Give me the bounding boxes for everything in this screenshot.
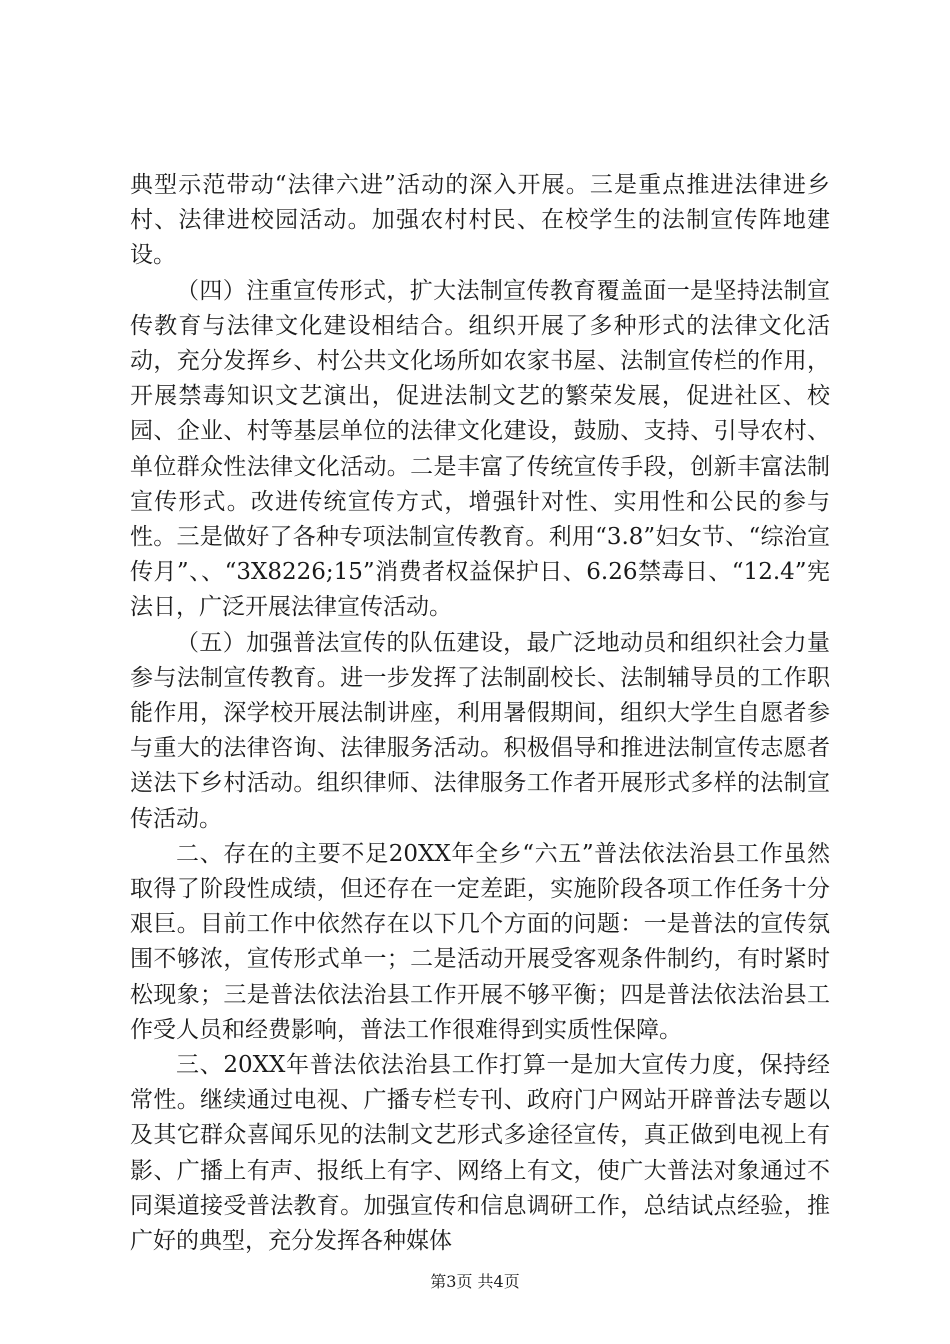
document-body: [130, 168, 830, 1259]
paragraph-continuation: 典型示范带动“法律六进”活动的深入开展。三是重点推进法律进乡村、法律进校园活动。加强农村村民、在校学生的法制宣传阵地建设。: [130, 172, 830, 269]
page-footer: [0, 1272, 950, 1292]
paragraph-section-5: （五）加强普法宣传的队伍建设，最广泛地动员和组织社会力量参与法制宣传教育。进一步发挥了法制副校长、法制辅导员的工作职能作用，深学校开展法制讲座，利用暑假期间，组织大学生自愿者参与重大的法律咨询、法律服务活动。积极倡导和推进法制宣传志愿者送法下乡村活动。组织律师、法律服务工作者开展形式多样的法制宣传活动。: [130, 629, 830, 832]
paragraph-shortcomings: 二、存在的主要不足20XX年全乡“六五”普法依法治县工作虽然取得了阶段性成绩，但还存在一定差距，实施阶段各项工作任务十分艰巨。目前工作中依然存在以下几个方面的问题：一是普法的宣传氛围不够浓，宣传形式单一；二是活动开展受客观条件制约，有时紧时松现象；三是普法依法治县工作开展不够平衡；四是普法依法治县工作受人员和经费影响，普法工作很难得到实质性保障。: [130, 840, 830, 1043]
page-number-label: 第3页 共4页: [430, 1272, 520, 1291]
paragraph-section-4: （四）注重宣传形式，扩大法制宣传教育覆盖面一是坚持法制宣传教育与法律文化建设相结合。组织开展了多种形式的法律文化活动，充分发挥乡、村公共文化场所如农家书屋、法制宣传栏的作用，开展禁毒知识文艺演出，促进法制文艺的繁荣发展，促进社区、校园、企业、村等基层单位的法律文化建设，鼓励、支持、引导农村、单位群众性法律文化活动。二是丰富了传统宣传手段，创新丰富法制宣传形式。改进传统宣传方式，增强针对性、实用性和公民的参与性。三是做好了各种专项法制宣传教育。利用“3.8”妇女节、“综治宣传月”、、“3X8226;15”消费者权益保护日、6.26禁毒日、“12.4”宪法日，广泛开展法律宣传活动。: [130, 277, 830, 621]
paragraph-plans: 三、20XX年普法依法治县工作打算一是加大宣传力度，保持经常性。继续通过电视、广播专栏专刊、政府门户网站开辟普法专题以及其它群众喜闻乐见的法制文艺形式多途径宣传，真正做到电视上有影、广播上有声、报纸上有字、网络上有文，使广大普法对象通过不同渠道接受普法教育。加强宣传和信息调研工作，总结试点经验，推广好的典型，充分发挥各种媒体: [130, 1052, 830, 1255]
